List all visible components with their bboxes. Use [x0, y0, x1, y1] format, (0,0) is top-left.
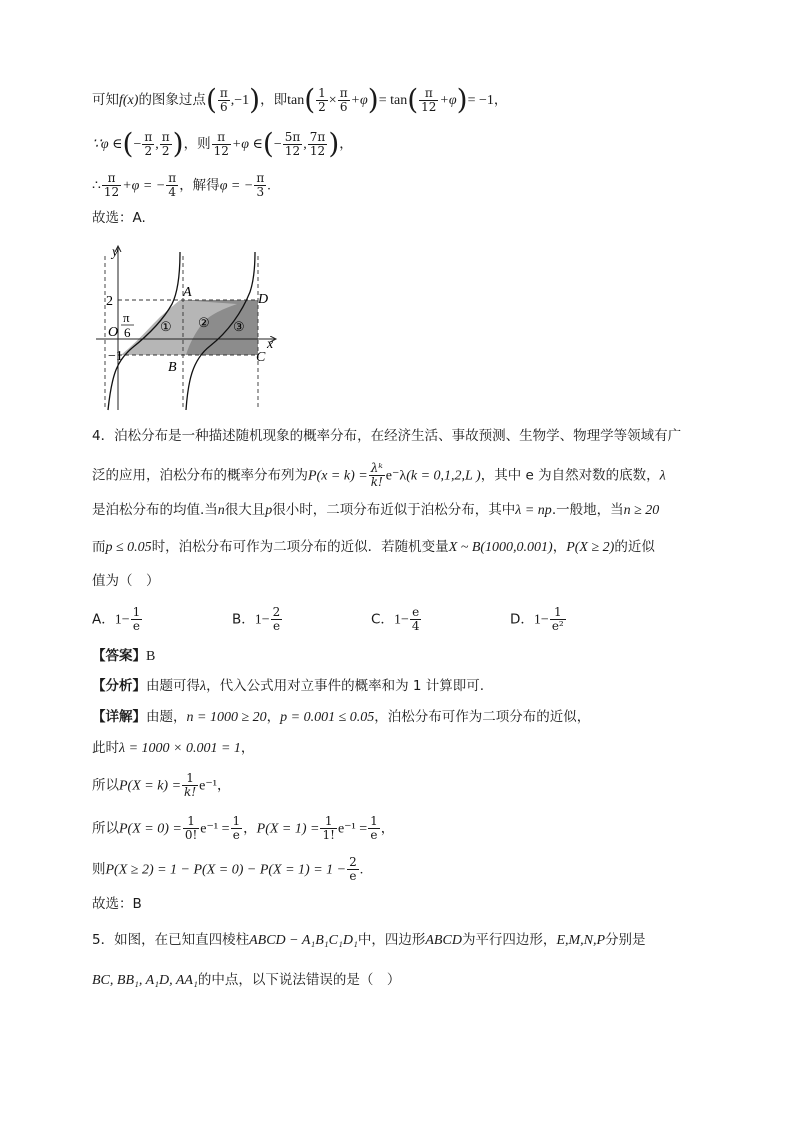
q3-line-3: ∴ $\frac{\pi}{12}$ +φ = − $\frac{\pi}{4}$ ，解得φ = − $\frac{\pi}{3}$ .	[92, 171, 271, 199]
q4-line-3: 是泊松分布的均值.当n很大且p很小时，二项分布近似于泊松分布，其中λ = np.一般地，当n ≥ 20	[92, 502, 660, 518]
point-c-label: C	[256, 350, 266, 365]
fraction: $\frac{7\pi}{12}$	[309, 129, 326, 158]
region-2-label: ②	[198, 315, 210, 330]
q4-step-3: 所以P(X = 0) = $\frac{1}{0!}$ e⁻¹ = $\frac{1}{e}$ ，P(X = 1) = $\frac{1}{1!}$ e⁻¹ = $\frac{1}{e}$ ，	[92, 814, 395, 842]
q4-step-2: 所以P(X = k) = $\frac{1}{k!}$ e⁻¹，	[92, 771, 231, 799]
fraction: $\frac{\pi}{4}$	[168, 171, 177, 199]
x-axis-label: x	[267, 337, 274, 352]
point-d-label: D	[258, 292, 269, 307]
y-axis-label: y	[112, 245, 119, 260]
pi-label-num: π	[123, 310, 130, 325]
fraction: $\frac{1}{1!}$	[322, 814, 335, 842]
q4-step-1: 此时λ = 1000 × 0.001 = 1，	[92, 740, 255, 756]
point-a-label: A	[183, 285, 192, 300]
q3-line-1: 可知f(x)的图象过点( $\frac{\pi}{6}$ ,−1)，即tan( $\frac{1}{2}$ × $\frac{\pi}{6}$ +φ)= tan( $\frac{\pi}{12}$ +φ)= −1，	[92, 83, 508, 116]
fraction: $\frac{1}{2}$	[318, 85, 326, 114]
fraction: $\frac{\pi}{12}$	[421, 85, 437, 114]
fraction: $\frac{1}{0!}$	[184, 814, 198, 842]
q4-detail: 【详解】由题，n = 1000 ≥ 20，p = 0.001 ≤ 0.05，泊松分布可作为二项分布的近似，	[92, 709, 591, 725]
pi-label-den: 6	[124, 325, 131, 340]
fraction: $\frac{e}{4}$	[411, 605, 420, 633]
option-a[interactable]: A．1− $\frac{1}{e}$	[92, 605, 141, 633]
fraction: $\frac{1}{e}$	[370, 814, 378, 842]
fraction: $\frac{1}{k!}$	[184, 771, 197, 799]
q3-line-2: ∵φ ∈(− $\frac{\pi}{2}$ , $\frac{\pi}{2}$ )，则 $\frac{\pi}{12}$ +φ ∈(− $\frac{5\pi}{12}$ , $\frac{7\pi}{12}$ )，	[92, 127, 353, 160]
option-d[interactable]: D．1− $\frac{1}{\text{e²}}$	[510, 605, 564, 633]
q3-answer: 故选：A.	[92, 210, 146, 226]
fraction: $\frac{\text{λᵏ}}{k!}$	[370, 461, 383, 489]
fraction: $\frac{5\pi}{12}$	[284, 129, 301, 158]
fraction: $\frac{2}{e}$	[272, 605, 281, 633]
q4-final: 故选：B	[92, 896, 142, 912]
option-c[interactable]: C．1− $\frac{e}{4}$	[371, 605, 420, 633]
fraction: $\frac{\pi}{3}$	[256, 171, 265, 199]
fraction: $\frac{\pi}{2}$	[144, 129, 153, 158]
tangent-graph	[92, 242, 282, 412]
q5-line-1: 5．如图，在已知直四棱柱ABCD − A₁B₁C₁D₁中，四边形ABCD为平行四边形，E,M,N,P分别是	[92, 932, 646, 948]
region-1-label: ①	[160, 319, 172, 334]
q4-line-1: 4．泊松分布是一种描述随机现象的概率分布，在经济生活、事故预测、生物学、物理学等领域有广	[92, 428, 682, 444]
q4-line-5: 值为（ ）	[92, 573, 160, 589]
q5-line-2: BC, BB₁, A₁D, AA₁的中点，以下说法错误的是（ ）	[92, 972, 401, 988]
fraction: $\frac{1}{\text{e²}}$	[551, 605, 564, 633]
fraction: $\frac{\pi}{6}$	[339, 85, 348, 114]
q4-line-4: 而p ≤ 0.05时，泊松分布可作为二项分布的近似．若随机变量X ~ B(1000,0.001)，P(X ≥ 2)的近似	[92, 539, 655, 555]
point-b-label: B	[168, 360, 177, 375]
option-b[interactable]: B．1− $\frac{2}{e}$	[232, 605, 281, 633]
fraction: $\frac{1}{e}$	[132, 605, 141, 633]
fraction: $\frac{\pi}{6}$	[219, 85, 228, 114]
fraction: $\frac{1}{e}$	[232, 814, 241, 842]
q4-answer: 【答案】B	[92, 648, 156, 664]
fraction: $\frac{\pi}{12}$	[103, 171, 120, 199]
fraction: $\frac{\pi}{2}$	[161, 129, 170, 158]
y-tick-2: 2	[106, 294, 113, 309]
origin-label: O	[108, 325, 119, 340]
fraction: $\frac{\pi}{12}$	[213, 129, 229, 158]
fraction: $\frac{2}{e}$	[349, 855, 357, 883]
q4-step-4: 则P(X ≥ 2) = 1 − P(X = 0) − P(X = 1) = 1 − $\frac{2}{e}$ .	[92, 855, 364, 883]
y-tick-neg1: −1	[108, 349, 123, 364]
q4-analysis: 【分析】由题可得λ，代入公式用对立事件的概率和为 1 计算即可.	[92, 678, 485, 694]
region-3-label: ③	[233, 319, 245, 334]
q4-line-2: 泛的应用，泊松分布的概率分布列为P(x = k) = $\frac{\text{λᵏ}}{k!}$ e⁻λ(k = 0,1,2,L )，其中 e 为自然对数的底数，λ	[92, 461, 666, 489]
